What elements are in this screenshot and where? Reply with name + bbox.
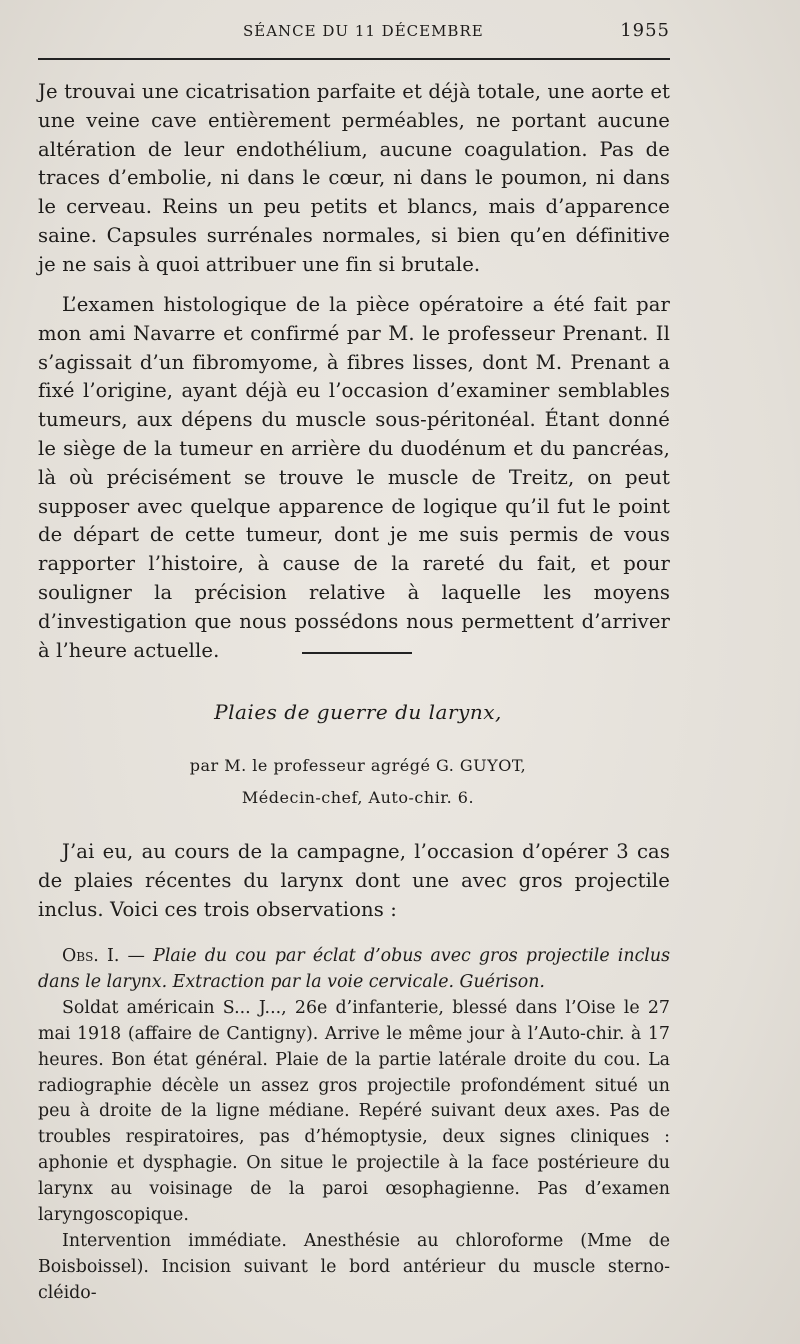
article-byline: par M. le professeur agrégé G. GUYOT, xyxy=(189,756,527,775)
article-title: Plaies de guerre du larynx, xyxy=(214,700,502,724)
continued-text xyxy=(38,78,670,280)
header-rule xyxy=(38,58,670,60)
page-number: 1955 xyxy=(620,20,670,41)
running-title: SÉANCE DU 11 DÉCEMBRE xyxy=(243,22,484,40)
article-intro xyxy=(38,838,670,924)
paragraph: L’examen histologique de la pièce opératoire a été fait par mon ami Navarre et confirmé par M. le professeur Prenant. Il s’agissait d’un fibromyome, à fibres lisses, dont M. Prenant a fixé l’origine, ayant déjà eu l’occasion d’examiner semblables tumeurs, aux dépens du muscle sous-péritonéal. Étant donné le siège de la tumeur en arrière du duodénum et du pancréas, là où précisément se trouve le muscle de Treitz, on peut supposer avec quelque apparence de logique qu’il fut le point de départ de cette tumeur, dont je me suis permis de vous rapporter l’histoire, à cause de la rareté du fait, et pour souligner la précision relative à laquelle les moyens d’investigation que nous possédons nous permettent d’arriver à l’heure actuelle. xyxy=(38,293,670,662)
paragraph: J’ai eu, au cours de la campagne, l’occasion d’opérer 3 cas de plaies récentes du larynx dont une avec gros projectile inclus. Voici ces trois observations : xyxy=(38,840,670,921)
observation-label: Obs. I. — xyxy=(62,946,145,966)
section-divider xyxy=(302,652,412,654)
running-head xyxy=(38,18,670,46)
paragraph: Soldat américain S... J..., 26e d’infanterie, blessé dans l’Oise le 27 mai 1918 (affaire de Cantigny). Arrive le même jour à l’Auto-chir. à 17 heures. Bon état général. Plaie de la partie latérale droite du cou. La radiographie décèle un assez gros projectile profondément situé un peu à droite de la ligne médiane. Repéré suivant deux axes. Pas de troubles respiratoires, pas d’hémoptysie, deux signes cliniques : aphonie et dysphagie. On situe le projectile à la face postérieure du larynx au voisinage de la paroi œsophagienne. Pas d’examen laryngoscopique. xyxy=(38,997,670,1226)
continued-text-2 xyxy=(38,291,670,665)
paragraph: Intervention immédiate. Anesthésie au chloroforme (Mme de Boisboissel). Incision suivant le bord antérieur du muscle sterno-cléido- xyxy=(38,1230,670,1303)
article-affiliation: Médecin-chef, Auto-chir. 6. xyxy=(241,788,475,807)
observation-block xyxy=(38,944,670,1307)
observation-title: Plaie du cou par éclat d’obus avec gros projectile inclus dans le larynx. Extraction par la voie cervicale. Guérison. xyxy=(38,946,670,992)
paragraph: Je trouvai une cicatrisation parfaite et déjà totale, une aorte et une veine cave entièrement perméables, ne portant aucune altération de leur endothélium, aucune coagulation. Pas de traces d’embolie, ni dans le cœur, ni dans le poumon, ni dans le cerveau. Reins un peu petits et blancs, mais d’apparence saine. Capsules surrénales normales, si bien qu’en définitive je ne sais à quoi attribuer une fin si brutale. xyxy=(38,80,670,276)
observation-heading xyxy=(38,944,670,996)
